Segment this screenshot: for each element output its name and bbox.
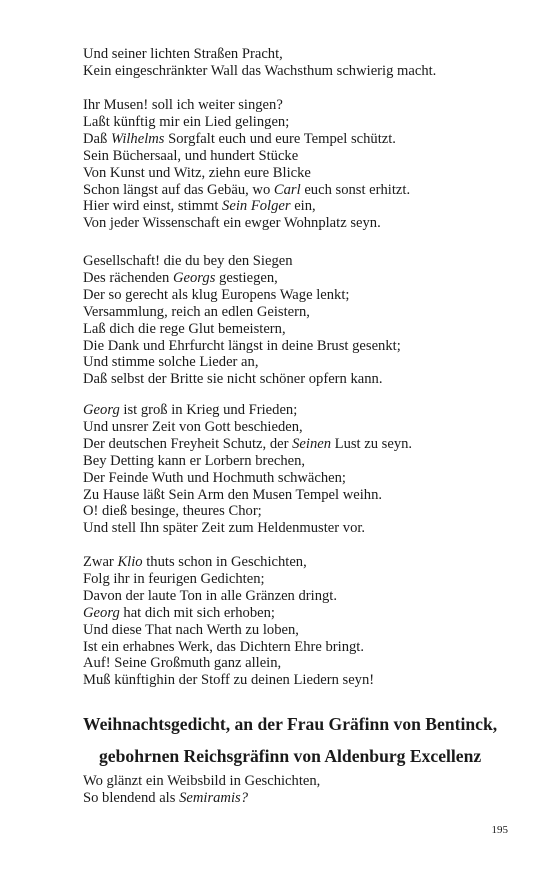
poem-line bbox=[83, 672, 374, 689]
line-text: hat dich mit sich erhoben; bbox=[119, 604, 275, 621]
line-text: Lust zu seyn. bbox=[331, 435, 413, 452]
line-text: Und seiner lichten Straßen Pracht, bbox=[83, 46, 283, 62]
line-text: Daß bbox=[83, 130, 111, 147]
line-text: Versammlung, reich an edlen Geistern, bbox=[83, 303, 310, 320]
line-text: euch sonst erhitzt. bbox=[300, 181, 411, 198]
line-text: gestiegen, bbox=[215, 269, 278, 286]
line-text: So blendend als bbox=[83, 789, 180, 806]
poem-line bbox=[83, 419, 412, 436]
poem-line bbox=[83, 46, 436, 63]
line-text: Ihr Musen! soll ich weiter singen? bbox=[83, 97, 283, 113]
line-text: thuts schon in Geschichten, bbox=[142, 554, 307, 570]
poem-line bbox=[83, 554, 374, 571]
poem-title-line-1: Weihnachtsgedicht, an der Frau Gräfinn von Bentinck, bbox=[83, 714, 498, 734]
line-text: Kein eingeschränkter Wall das Wachsthum schwierig macht. bbox=[83, 62, 437, 79]
italic-name: Klio bbox=[117, 554, 143, 570]
page-number: 195 bbox=[491, 824, 508, 836]
poem-line bbox=[83, 165, 410, 182]
line-text: ein, bbox=[290, 198, 316, 215]
poem-line bbox=[83, 131, 410, 148]
stanza bbox=[83, 402, 412, 537]
italic-name: Sein Folger bbox=[222, 198, 291, 215]
line-text: Laß dich die rege Glut bemeistern, bbox=[83, 320, 286, 337]
stanza bbox=[83, 554, 374, 689]
poem-line bbox=[83, 639, 374, 656]
poem-line bbox=[83, 321, 401, 338]
line-text: Gesellschaft! die du bey den Siegen bbox=[83, 253, 293, 269]
line-text: Sorgfalt euch und eure Tempel schützt. bbox=[164, 130, 396, 147]
line-text: Bey Detting kann er Lorbern brechen, bbox=[83, 452, 306, 469]
poem-line bbox=[83, 97, 410, 114]
poem-line bbox=[83, 287, 401, 304]
line-text: ist groß in Krieg und Frieden; bbox=[119, 402, 298, 418]
line-text: Sein Büchersaal, und hundert Stücke bbox=[83, 147, 299, 164]
line-text: Der Feinde Wuth und Hochmuth schwächen; bbox=[83, 469, 346, 486]
italic-name: Wilhelms bbox=[110, 130, 165, 147]
poem-line bbox=[83, 253, 401, 270]
line-text: Und stimme solche Lieder an, bbox=[83, 354, 259, 371]
line-text: Wo glänzt ein Weibsbild in Geschichten, bbox=[83, 773, 321, 789]
line-text: Folg ihr in feurigen Gedichten; bbox=[83, 570, 265, 587]
poem-line bbox=[83, 215, 410, 232]
italic-name: Georgs bbox=[172, 269, 216, 286]
line-text: Laßt künftig mir ein Lied gelingen; bbox=[83, 113, 290, 130]
poem-line bbox=[83, 503, 412, 520]
poem-title-line-2: gebohrnen Reichsgräfinn von Aldenburg Excellenz bbox=[99, 746, 482, 766]
line-text: Der deutschen Freyheit Schutz, der bbox=[83, 435, 293, 452]
line-text: O! dieß besinge, theures Chor; bbox=[83, 503, 262, 520]
poem-line bbox=[83, 622, 374, 639]
poem-line bbox=[83, 588, 374, 605]
line-text: Und stell Ihn später Zeit zum Heldenmuster vor. bbox=[83, 520, 366, 537]
poem-line bbox=[83, 338, 401, 355]
poem-line bbox=[83, 520, 412, 537]
poem-line bbox=[83, 487, 412, 504]
italic-name: Seinen bbox=[292, 435, 332, 452]
line-text: Von Kunst und Witz, ziehn eure Blicke bbox=[83, 164, 311, 181]
italic-name: Semiramis? bbox=[179, 789, 248, 806]
line-text: Von jeder Wissenschaft ein ewger Wohnplatz seyn. bbox=[83, 215, 381, 232]
poem-line bbox=[83, 436, 412, 453]
poem-line bbox=[83, 402, 412, 419]
poem-line bbox=[83, 114, 410, 131]
line-text: Davon der laute Ton in alle Gränzen dringt. bbox=[83, 587, 338, 604]
poem-line bbox=[83, 148, 410, 165]
line-text: Zu Hause läßt Sein Arm den Musen Tempel weihn. bbox=[83, 486, 383, 503]
poem-line bbox=[83, 773, 320, 790]
stanza bbox=[83, 46, 436, 80]
poem-line bbox=[83, 304, 401, 321]
stanza bbox=[83, 97, 410, 232]
poem-line bbox=[83, 371, 401, 388]
italic-name: Georg bbox=[83, 402, 120, 418]
line-text: Die Dank und Ehrfurcht längst in deine Brust gesenkt; bbox=[83, 337, 401, 354]
poem-line bbox=[83, 655, 374, 672]
line-text: Ist ein erhabnes Werk, das Dichtern Ehre bringt. bbox=[83, 638, 365, 655]
poem-line bbox=[83, 198, 410, 215]
poem-line bbox=[83, 790, 320, 807]
line-text: Daß selbst der Britte sie nicht schöner opfern kann. bbox=[83, 371, 383, 388]
poem-line bbox=[83, 470, 412, 487]
poem-line bbox=[83, 605, 374, 622]
line-text: Hier wird einst, stimmt bbox=[83, 198, 223, 215]
poem-line bbox=[83, 354, 401, 371]
line-text: Muß künftighin der Stoff zu deinen Liedern seyn! bbox=[83, 672, 375, 689]
poem-line bbox=[83, 270, 401, 287]
italic-name: Carl bbox=[273, 181, 301, 198]
line-text: Zwar bbox=[83, 554, 118, 570]
italic-name: Georg bbox=[83, 604, 120, 621]
stanza bbox=[83, 253, 401, 388]
line-text: Der so gerecht als klug Europens Wage lenkt; bbox=[83, 286, 350, 303]
poem-line bbox=[83, 571, 374, 588]
poem-line bbox=[83, 453, 412, 470]
line-text: Und diese That nach Werth zu loben, bbox=[83, 621, 299, 638]
line-text: Des rächenden bbox=[83, 269, 173, 286]
stanza bbox=[83, 773, 320, 807]
poem-line bbox=[83, 63, 436, 80]
line-text: Und unsrer Zeit von Gott beschieden, bbox=[83, 418, 303, 435]
line-text: Auf! Seine Großmuth ganz allein, bbox=[83, 655, 282, 672]
line-text: Schon längst auf das Gebäu, wo bbox=[83, 181, 274, 198]
poem-line bbox=[83, 182, 410, 199]
